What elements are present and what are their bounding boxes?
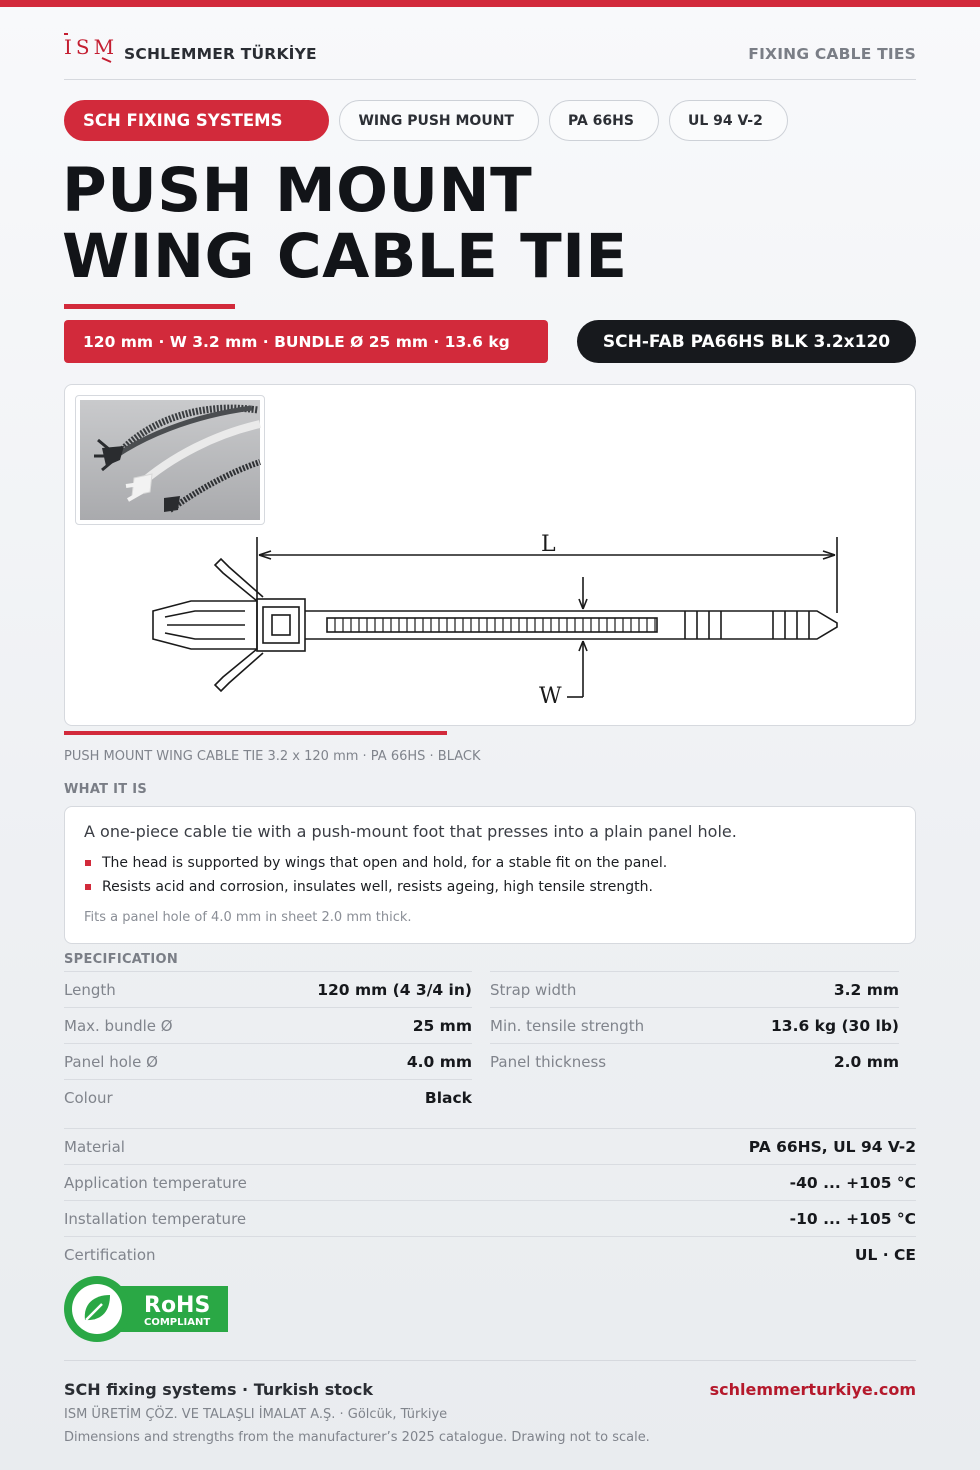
spec-value: 13.6 kg (30 lb) [771,1016,899,1035]
spec-key: Material [64,1137,125,1156]
table-row [64,1200,916,1236]
table-row [64,1079,472,1115]
rohs-subtitle: COMPLIANT [144,1317,211,1328]
tag-material[interactable]: PA 66HS [549,100,659,141]
table-row [64,1007,472,1043]
spec-value: Black [424,1088,472,1107]
spec-key: Length [64,980,116,999]
length-label: L [541,532,556,557]
table-row [64,1128,916,1164]
spec-column-left [64,971,472,1115]
website-link[interactable]: schlemmerturkiye.com [709,1380,916,1399]
table-row [490,1043,899,1079]
table-row [64,1043,472,1079]
list-item [85,878,667,896]
table-row [64,1236,916,1272]
what-it-is-heading: WHAT IT IS [64,782,148,797]
tag-rating[interactable]: UL 94 V-2 [669,100,788,141]
specification-heading: SPECIFICATION [64,952,178,967]
technical-drawing [65,385,917,727]
spec-value: 120 mm (4 3/4 in) [317,980,472,999]
materials-table [64,1128,916,1272]
spec-value: -40 ... +105 °C [789,1173,916,1192]
bullet-icon [85,860,91,866]
title-line-2: WING CABLE TIE [62,221,628,292]
fit-note: Fits a panel hole of 4.0 mm in sheet 2.0 mm thick. [84,910,412,925]
spec-value: 2.0 mm [833,1052,899,1071]
table-row [64,971,472,1007]
description-card [64,806,916,944]
page-footer [64,1360,916,1450]
category-label: FIXING CABLE TIES [748,45,916,63]
spec-key: Min. tensile strength [490,1016,645,1035]
feature-text: The head is supported by wings that open and hold, for a stable fit on the panel. [102,855,668,871]
table-row [64,1164,916,1200]
spec-value: 3.2 mm [833,980,899,999]
title-underline [64,304,235,309]
figure-caption: PUSH MOUNT WING CABLE TIE 3.2 x 120 mm · PA 66HS · BLACK [64,749,481,764]
spec-value: UL · CE [854,1245,916,1264]
feature-text: Resists acid and corrosion, insulates well, resists ageing, high tensile strength. [102,879,653,895]
product-figure [64,384,916,726]
table-row [490,971,899,1007]
spec-key: Installation temperature [64,1209,247,1228]
bullet-icon [85,884,91,890]
footer-title: SCH fixing systems · Turkish stock [64,1380,374,1399]
spec-key: Colour [64,1088,113,1107]
page-title [62,155,628,292]
table-row [490,1007,899,1043]
tag-type[interactable]: WING PUSH MOUNT [339,100,539,141]
spec-value: PA 66HS, UL 94 V-2 [748,1137,916,1156]
company-line: ISM ÜRETİM ÇÖZ. VE TALAŞLI İMALAT A.Ş. · Gölcük, Türkiye [64,1407,448,1422]
spec-key: Panel thickness [490,1052,607,1071]
spec-value: 25 mm [412,1016,472,1035]
rohs-badge [64,1276,228,1342]
disclaimer-line: Dimensions and strengths from the manufacturer’s 2025 catalogue. Drawing not to scale. [64,1430,650,1445]
spec-key: Application temperature [64,1173,247,1192]
tag-brand[interactable]: SCH FIXING SYSTEMS [64,100,329,141]
description-lead: A one-piece cable tie with a push-mount foot that presses into a plain panel hole. [84,822,737,841]
ism-logo [64,30,119,64]
spec-column-right [490,971,899,1079]
brand-name: SCHLEMMER TÜRKİYE [124,45,317,63]
key-spec-strip: 120 mm · W 3.2 mm · BUNDLE Ø 25 mm · 13.6 kg [64,320,548,363]
strap-teeth [335,618,655,632]
spec-value: 4.0 mm [406,1052,472,1071]
title-line-1: PUSH MOUNT [62,155,533,226]
spec-key: Strap width [490,980,577,999]
spec-key: Certification [64,1245,156,1264]
rohs-title: RoHS [144,1293,211,1318]
list-item [85,854,667,872]
feature-list [85,854,667,902]
top-accent-bar [0,0,980,7]
tag-list [64,100,788,141]
spec-value: -10 ... +105 °C [789,1209,916,1228]
spec-key: Max. bundle Ø [64,1016,173,1035]
figure-underline [64,731,447,735]
sku-badge: SCH-FAB PA66HS BLK 3.2x120 [577,320,916,363]
svg-text:ISM: ISM [64,35,119,59]
width-label: W [539,684,562,709]
page-header [64,28,916,80]
spec-key: Panel hole Ø [64,1052,158,1071]
